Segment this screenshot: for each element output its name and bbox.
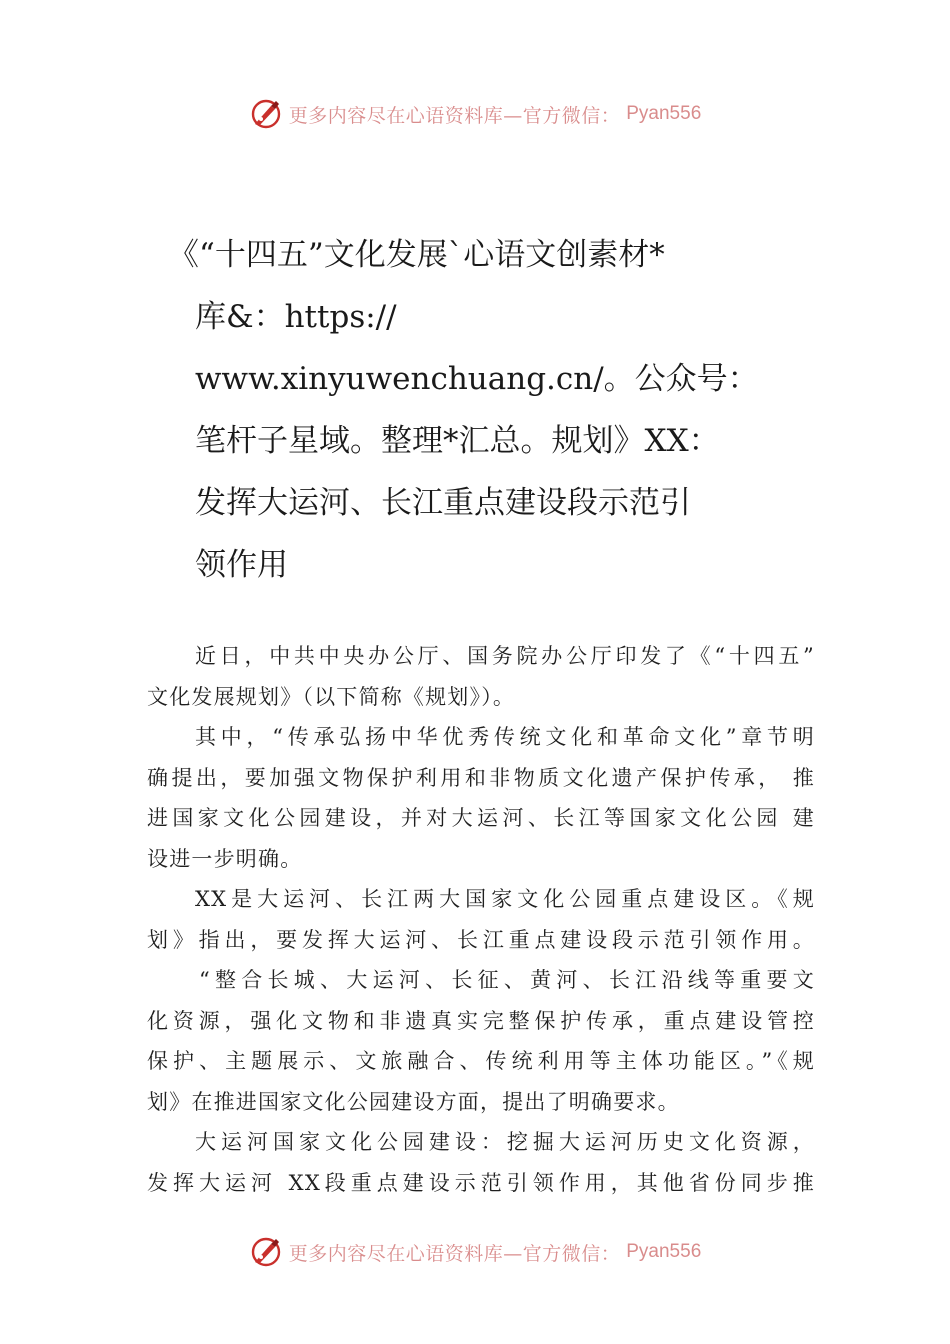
footer-watermark	[0, 1232, 950, 1272]
title-line: 发挥大运河、长江重点建设段示范引	[195, 485, 691, 521]
title-line: 库&：https://	[195, 299, 397, 335]
body-line: 发挥大运河 XX段重点建设示范引领作用，其他省份同步推	[147, 1170, 815, 1195]
body-line: 保护、主题展示、文旅融合、传统利用等主体功能区。”《规	[147, 1049, 815, 1073]
title-line: 笔杆子星域。整理*汇总。规划》XX：	[195, 423, 720, 459]
pen-logo-icon	[249, 1235, 283, 1269]
title-line: 领作用	[195, 547, 288, 583]
body-line: “整合长城、大运河、长征、黄河、长江沿线等重要文	[199, 968, 815, 992]
watermark-handle: Pyan556	[626, 103, 702, 124]
document-title	[168, 224, 788, 596]
watermark-handle: Pyan556	[626, 1241, 702, 1262]
document-body	[147, 636, 815, 1203]
body-line: 其中，“传承弘扬中华优秀传统文化和革命文化”章节明	[195, 725, 815, 749]
body-line: 划》在推进国家文化公园建设方面，提出了明确要求。	[147, 1089, 680, 1114]
body-line: 设进一步明确。	[147, 846, 303, 871]
body-line: 确提出，要加强文物保护利用和非物质文化遗产保护传承， 推	[147, 765, 815, 790]
title-line: 《“十四五”文化发展`心语文创素材*	[168, 237, 665, 273]
body-line: 划》指出，要发挥大运河、长江重点建设段示范引领作用。	[147, 927, 815, 952]
pen-logo-icon	[249, 97, 283, 131]
header-watermark	[0, 94, 950, 134]
watermark-text: 更多内容尽在心语资料库—官方微信：	[288, 1242, 621, 1265]
body-line: XX是大运河、长江两大国家文化公园重点建设区。《规	[195, 887, 815, 911]
watermark-text: 更多内容尽在心语资料库—官方微信：	[288, 104, 621, 127]
title-line: www.xinyuwenchuang.cn/。公众号：	[195, 361, 759, 397]
body-line: 化资源，强化文物和非遗真实完整保护传承，重点建设管控	[147, 1008, 815, 1033]
body-line: 大运河国家文化公园建设：挖掘大运河历史文化资源，	[195, 1130, 815, 1154]
body-line: 文化发展规划》（以下简称《规划》）。	[147, 684, 516, 709]
body-line: 近日，中共中央办公厅、国务院办公厅印发了《“十四五”	[195, 644, 815, 668]
body-line: 进国家文化公园建设，并对大运河、长江等国家文化公园 建	[147, 806, 815, 830]
